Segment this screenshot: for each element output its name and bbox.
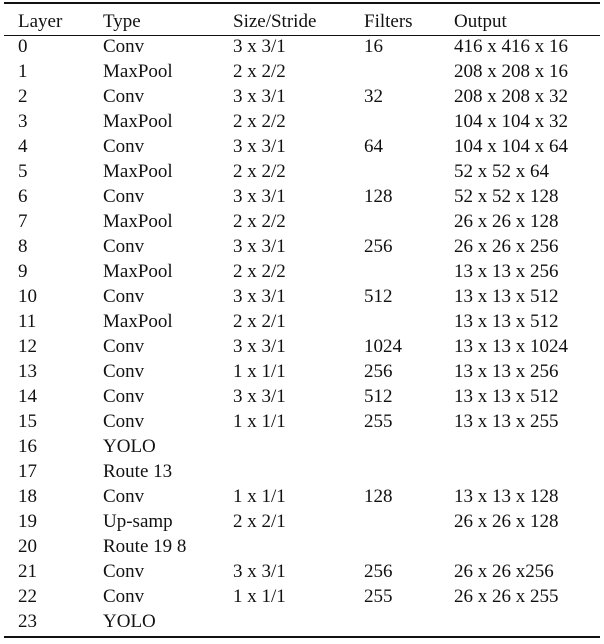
cell-size-stride: 3 x 3/1 (233, 136, 286, 157)
cell-output: 104 x 104 x 64 (454, 136, 568, 157)
cell-output: 13 x 13 x 1024 (454, 336, 568, 357)
cell-layer: 1 (18, 61, 28, 82)
header-output: Output (454, 11, 507, 32)
table-row (0, 334, 604, 359)
cell-size-stride: 2 x 2/1 (233, 311, 286, 332)
cell-layer: 0 (18, 36, 28, 57)
cell-filters: 128 (364, 186, 393, 207)
cell-size-stride: 3 x 3/1 (233, 561, 286, 582)
header-size-stride: Size/Stride (233, 11, 317, 32)
cell-filters: 256 (364, 361, 393, 382)
cell-filters: 32 (364, 86, 383, 107)
cell-filters: 1024 (364, 336, 402, 357)
cell-output: 26 x 26 x 128 (454, 511, 559, 532)
cell-size-stride: 3 x 3/1 (233, 236, 286, 257)
cell-output: 13 x 13 x 256 (454, 261, 559, 282)
cell-size-stride: 1 x 1/1 (233, 411, 286, 432)
cell-size-stride: 1 x 1/1 (233, 361, 286, 382)
cell-size-stride: 3 x 3/1 (233, 386, 286, 407)
cell-size-stride: 3 x 3/1 (233, 36, 286, 57)
cell-layer: 5 (18, 161, 28, 182)
cell-size-stride: 3 x 3/1 (233, 86, 286, 107)
table-row (0, 509, 604, 534)
cell-layer: 4 (18, 136, 28, 157)
cell-layer: 9 (18, 261, 28, 282)
table-row (0, 584, 604, 609)
table-row (0, 259, 604, 284)
cell-type: Route 19 8 (103, 536, 187, 557)
cell-type: Conv (103, 361, 145, 382)
cell-output: 208 x 208 x 16 (454, 61, 568, 82)
cell-layer: 12 (18, 336, 37, 357)
table-row (0, 34, 604, 59)
cell-layer: 14 (18, 386, 37, 407)
cell-filters: 256 (364, 561, 393, 582)
cell-type: Conv (103, 411, 145, 432)
table-row (0, 159, 604, 184)
cell-output: 26 x 26 x 256 (454, 236, 559, 257)
table-row (0, 534, 604, 559)
cell-layer: 21 (18, 561, 37, 582)
cell-layer: 3 (18, 111, 28, 132)
table-row (0, 384, 604, 409)
table-row (0, 284, 604, 309)
table-row (0, 409, 604, 434)
cell-type: Up-samp (103, 511, 173, 532)
cell-type: Conv (103, 236, 145, 257)
cell-type: MaxPool (103, 311, 173, 332)
cell-size-stride: 3 x 3/1 (233, 286, 286, 307)
cell-type: Conv (103, 486, 145, 507)
cell-type: Conv (103, 186, 145, 207)
table-row (0, 609, 604, 634)
table-row (0, 434, 604, 459)
table-row (0, 209, 604, 234)
cell-type: MaxPool (103, 211, 173, 232)
table-row (0, 309, 604, 334)
table-row (0, 184, 604, 209)
cell-type: Route 13 (103, 461, 173, 482)
cell-output: 13 x 13 x 512 (454, 386, 559, 407)
cell-layer: 22 (18, 586, 37, 607)
cell-layer: 19 (18, 511, 37, 532)
cell-type: YOLO (103, 436, 156, 457)
cell-type: Conv (103, 586, 145, 607)
cell-type: Conv (103, 336, 145, 357)
cell-layer: 23 (18, 611, 37, 632)
cell-size-stride: 2 x 2/2 (233, 111, 286, 132)
header-filters: Filters (364, 11, 413, 32)
cell-filters: 255 (364, 586, 393, 607)
cell-size-stride: 3 x 3/1 (233, 336, 286, 357)
cell-type: MaxPool (103, 111, 173, 132)
cell-size-stride: 2 x 2/2 (233, 161, 286, 182)
cell-layer: 16 (18, 436, 37, 457)
cell-output: 208 x 208 x 32 (454, 86, 568, 107)
header-layer: Layer (18, 11, 63, 32)
cell-type: Conv (103, 86, 145, 107)
cell-layer: 7 (18, 211, 28, 232)
cell-filters: 512 (364, 386, 393, 407)
cell-layer: 20 (18, 536, 37, 557)
cell-size-stride: 2 x 2/2 (233, 211, 286, 232)
table-header-row (0, 9, 604, 34)
cell-size-stride: 1 x 1/1 (233, 486, 286, 507)
cell-layer: 13 (18, 361, 37, 382)
cell-output: 13 x 13 x 512 (454, 311, 559, 332)
cell-type: Conv (103, 561, 145, 582)
cell-layer: 15 (18, 411, 37, 432)
cell-layer: 6 (18, 186, 28, 207)
cell-size-stride: 1 x 1/1 (233, 586, 286, 607)
cell-layer: 8 (18, 236, 28, 257)
cell-type: YOLO (103, 611, 156, 632)
cell-output: 104 x 104 x 32 (454, 111, 568, 132)
cell-filters: 255 (364, 411, 393, 432)
cell-filters: 16 (364, 36, 383, 57)
cell-type: Conv (103, 36, 145, 57)
cell-size-stride: 2 x 2/2 (233, 61, 286, 82)
cell-filters: 64 (364, 136, 383, 157)
cell-size-stride: 2 x 2/2 (233, 261, 286, 282)
table-row (0, 84, 604, 109)
cell-output: 13 x 13 x 128 (454, 486, 559, 507)
table-row (0, 459, 604, 484)
cell-type: Conv (103, 286, 145, 307)
cell-layer: 18 (18, 486, 37, 507)
cell-output: 26 x 26 x 128 (454, 211, 559, 232)
cell-type: MaxPool (103, 261, 173, 282)
cell-output: 26 x 26 x256 (454, 561, 554, 582)
table-row (0, 109, 604, 134)
cell-type: Conv (103, 136, 145, 157)
cell-filters: 256 (364, 236, 393, 257)
header-type: Type (103, 11, 141, 32)
cell-size-stride: 3 x 3/1 (233, 186, 286, 207)
cell-output: 26 x 26 x 255 (454, 586, 559, 607)
table-top-rule (4, 2, 600, 4)
cell-output: 13 x 13 x 512 (454, 286, 559, 307)
table-row (0, 234, 604, 259)
cell-output: 416 x 416 x 16 (454, 36, 568, 57)
cell-layer: 17 (18, 461, 37, 482)
cell-type: Conv (103, 386, 145, 407)
cell-output: 13 x 13 x 255 (454, 411, 559, 432)
cell-layer: 10 (18, 286, 37, 307)
cell-layer: 11 (18, 311, 37, 332)
cell-layer: 2 (18, 86, 28, 107)
table-row (0, 484, 604, 509)
table-row (0, 134, 604, 159)
cell-output: 52 x 52 x 64 (454, 161, 549, 182)
cell-filters: 512 (364, 286, 393, 307)
cell-type: MaxPool (103, 61, 173, 82)
table-row (0, 559, 604, 584)
table-row (0, 359, 604, 384)
table-row (0, 59, 604, 84)
cell-size-stride: 2 x 2/1 (233, 511, 286, 532)
cell-output: 52 x 52 x 128 (454, 186, 559, 207)
cell-type: MaxPool (103, 161, 173, 182)
cell-output: 13 x 13 x 256 (454, 361, 559, 382)
cell-filters: 128 (364, 486, 393, 507)
table-bottom-rule (4, 636, 600, 638)
